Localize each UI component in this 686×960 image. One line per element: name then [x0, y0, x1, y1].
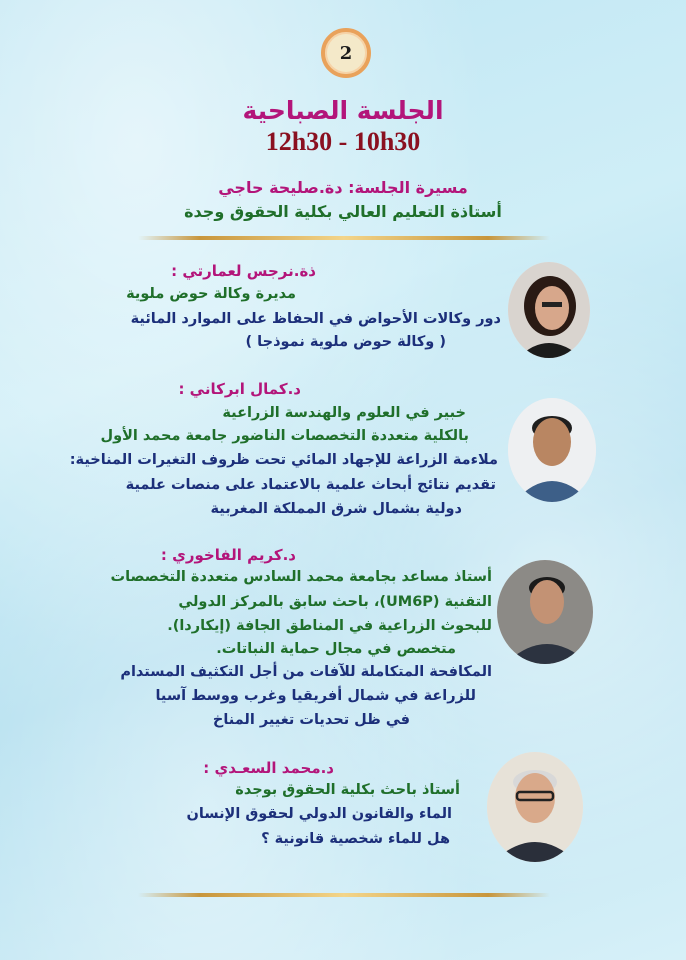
speaker-3-topic-line-2: للزراعة في شمال أفريقيا وغرب ووسط آسيا: [155, 688, 476, 704]
session-time: 12h30 - 10h30: [265, 127, 421, 156]
divider-top: [138, 236, 550, 240]
page-number: 2: [339, 42, 353, 64]
page-number-badge: [321, 28, 371, 78]
speaker-2-photo: [508, 398, 596, 502]
speaker-3-topic-line-1: المكافحة المتكاملة للآفات من أجل التكثيف المستدام: [120, 664, 492, 680]
speaker-1-photo: [508, 262, 590, 358]
speaker-1-topic-line-1: دور وكالات الأحواض في الحفاظ على الموارد المائية: [130, 311, 501, 327]
session-title: الجلسة الصباحية: [242, 96, 444, 125]
speaker-3-portrait: [497, 560, 593, 664]
speaker-2-role-line-1: خبير في العلوم والهندسة الزراعية: [222, 405, 466, 421]
speaker-2-topic-line-1: ملاءمة الزراعة للإجهاد المائي تحت ظروف التغيرات المناخية:: [69, 452, 498, 468]
session-chair-role: أستاذة التعليم العالي بكلية الحقوق وجدة: [184, 202, 502, 221]
speaker-3-role-line-3: للبحوث الزراعية في المناطق الجافة (إيكاردا).: [167, 618, 492, 634]
speaker-2-portrait: [508, 398, 596, 502]
speaker-2-topic-line-3: دولية بشمال شرق المملكة المغربية: [210, 501, 462, 517]
speaker-2-name: د.كمال ابركاني :: [178, 380, 301, 398]
speaker-4-name: د.محمد السعـدي :: [203, 759, 334, 777]
speaker-1-topic-line-2: ( وكالة حوض ملوية نموذجا ): [245, 334, 446, 350]
session-chair: مسيرة الجلسة: دة.صليحة حاجي: [218, 178, 468, 197]
speaker-3-role-line-2: التقنية (UM6P)، باحث سابق بالمركز الدولي: [178, 594, 492, 610]
speaker-4-portrait: [487, 752, 583, 862]
speaker-4-photo: [487, 752, 583, 862]
divider-bottom: [138, 893, 550, 897]
speaker-1-name: ذة.نرجس لعمارتي :: [171, 262, 316, 280]
speaker-3-role-line-4: متخصص في مجال حماية النباتات.: [216, 641, 456, 657]
speaker-3-name: د.كريم الفاخوري :: [160, 546, 296, 564]
speaker-3-topic-line-3: في ظل تحديات تغيير المناخ: [212, 712, 410, 728]
speaker-2-role-line-2: بالكلية متعددة التخصصات الناضور جامعة محمد الأول: [100, 428, 469, 444]
speaker-1-role: مديرة وكالة حوض ملوية: [126, 286, 296, 302]
speaker-4-role: أستاذ باحث بكلية الحقوق بوجدة: [235, 782, 460, 798]
speaker-1-portrait: [508, 262, 590, 358]
speaker-4-topic-line-2: هل للماء شخصية قانونية ؟: [261, 831, 450, 847]
speaker-4-topic-line-1: الماء والقانون الدولي لحقوق الإنسان: [186, 806, 452, 822]
speaker-2-topic-line-2: تقديم نتائج أبحاث علمية بالاعتماد على منصات علمية: [125, 477, 496, 493]
speaker-3-role-line-1: أستاذ مساعد بجامعة محمد السادس متعددة التخصصات: [110, 569, 492, 585]
speaker-3-photo: [497, 560, 593, 664]
